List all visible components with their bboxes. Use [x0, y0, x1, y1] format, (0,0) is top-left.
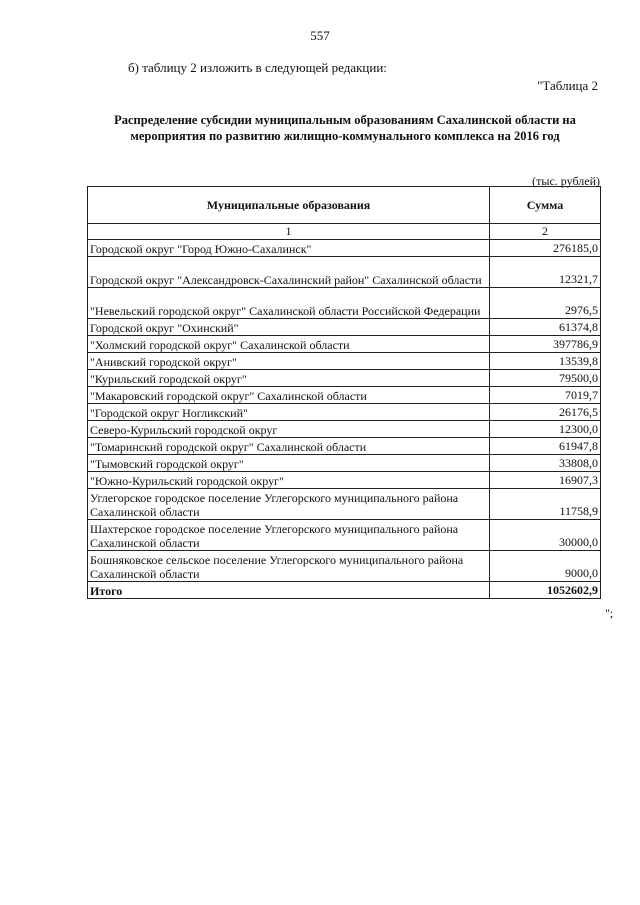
table-row: [88, 421, 601, 438]
subsidy-sum: 30000,0: [490, 520, 601, 551]
table-reference: "Таблица 2: [537, 78, 598, 93]
municipality-name: Бошняковское сельское поселение Углегорского муниципального района Сахалинской области: [88, 551, 490, 582]
municipality-name: "Южно-Курильский городской округ": [88, 472, 490, 489]
subsidy-sum: 61947,8: [490, 438, 601, 455]
table-row: [88, 551, 601, 582]
subsidy-sum: 79500,0: [490, 370, 601, 387]
subsidy-sum: 16907,3: [490, 472, 601, 489]
table-row: [88, 336, 601, 353]
units-label: (тыс. рублей): [532, 174, 600, 188]
subsidy-sum: 12321,7: [490, 257, 601, 288]
column-number-1: 1: [88, 224, 490, 240]
municipality-name: Северо-Курильский городской округ: [88, 421, 490, 438]
municipality-name: "Макаровский городской округ" Сахалинской области: [88, 387, 490, 404]
title-line-2: мероприятия по развитию жилищно-коммунального комплекса на 2016 год: [130, 129, 560, 143]
subsidy-sum: 11758,9: [490, 489, 601, 520]
header-sum: Сумма: [490, 187, 601, 224]
table-row: [88, 404, 601, 421]
municipality-name: "Невельский городской округ" Сахалинской области Российской Федерации: [88, 288, 490, 319]
municipality-name: "Анивский городской округ": [88, 353, 490, 370]
table-row: [88, 438, 601, 455]
page-number: 557: [310, 28, 330, 43]
subsidy-sum: 13539,8: [490, 353, 601, 370]
total-label: Итого: [88, 582, 490, 599]
column-number-2: 2: [490, 224, 601, 240]
subsidy-sum: 26176,5: [490, 404, 601, 421]
table-row: [88, 370, 601, 387]
table-row: [88, 319, 601, 336]
table-row: [88, 240, 601, 257]
total-sum: 1052602,9: [490, 582, 601, 599]
municipality-name: Городской округ "Город Южно-Сахалинск": [88, 240, 490, 257]
subsidy-sum: 2976,5: [490, 288, 601, 319]
subsidy-sum: 9000,0: [490, 551, 601, 582]
subsidy-table: [87, 186, 601, 599]
table-body: [88, 224, 601, 599]
municipality-name: Городской округ "Александровск-Сахалинский район" Сахалинской области: [88, 257, 490, 288]
municipality-name: Углегорское городское поселение Углегорского муниципального района Сахалинской области: [88, 489, 490, 520]
table-row: [88, 288, 601, 319]
column-number-row: [88, 224, 601, 240]
municipality-name: "Томаринский городской округ" Сахалинской области: [88, 438, 490, 455]
subsidy-sum: 7019,7: [490, 387, 601, 404]
table-row: [88, 455, 601, 472]
subsidy-sum: 397786,9: [490, 336, 601, 353]
municipality-name: "Холмский городской округ" Сахалинской области: [88, 336, 490, 353]
subsidy-sum: 12300,0: [490, 421, 601, 438]
subsidy-sum: 276185,0: [490, 240, 601, 257]
municipality-name: Шахтерское городское поселение Углегорского муниципального района Сахалинской области: [88, 520, 490, 551]
municipality-name: "Тымовский городской округ": [88, 455, 490, 472]
header-municipalities: Муниципальные образования: [88, 187, 490, 224]
table-row: [88, 353, 601, 370]
table-row: [88, 489, 601, 520]
table-row: [88, 520, 601, 551]
closing-quote: ";: [605, 606, 614, 620]
table-row: [88, 257, 601, 288]
table-row: [88, 472, 601, 489]
municipality-name: "Курильский городской округ": [88, 370, 490, 387]
table-row: [88, 387, 601, 404]
title-line-1: Распределение субсидии муниципальным образованиям Сахалинской области на: [114, 113, 576, 127]
document-title: [100, 112, 590, 144]
municipality-name: Городской округ "Охинский": [88, 319, 490, 336]
total-row: [88, 582, 601, 599]
subsidy-sum: 33808,0: [490, 455, 601, 472]
municipality-name: "Городской округ Ногликский": [88, 404, 490, 421]
subsidy-sum: 61374,8: [490, 319, 601, 336]
intro-text: б) таблицу 2 изложить в следующей редакции:: [128, 60, 387, 75]
